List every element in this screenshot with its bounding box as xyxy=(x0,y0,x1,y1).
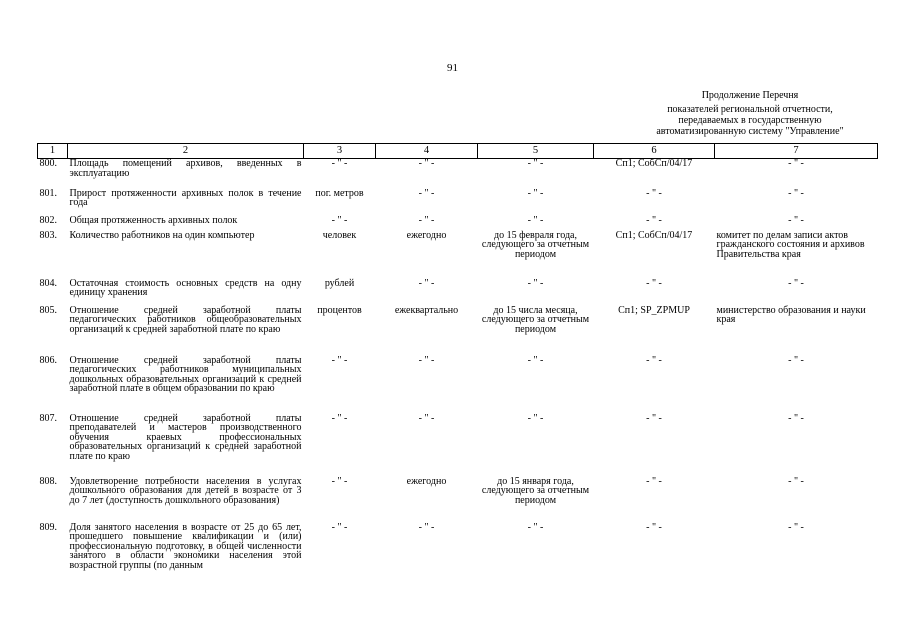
report-form: - " - xyxy=(646,475,662,487)
indicator-name: Общая протяженность архивных полок xyxy=(69,214,238,226)
row-number: 807. xyxy=(39,412,57,424)
submission-deadline: - " - xyxy=(527,277,544,289)
reporting-period: - " - xyxy=(418,187,435,199)
table-row xyxy=(38,279,878,306)
table-row xyxy=(38,216,878,231)
submission-deadline: - " - xyxy=(527,354,544,366)
indicator-name: Отношение средней заработной платы преподавателей и мастеров производственного обучения краевых профессиональных образовательных организаций к средней заработной плате по краю xyxy=(69,412,302,462)
row-number: 805. xyxy=(39,304,57,316)
responsible-body: - " - xyxy=(788,187,804,199)
header-row xyxy=(38,144,878,159)
unit-of-measure: - " - xyxy=(331,412,348,424)
caption-line-2: показателей региональной отчетности, xyxy=(667,104,833,115)
reporting-period: - " - xyxy=(418,412,435,424)
reporting-period: - " - xyxy=(418,521,435,533)
responsible-body: - " - xyxy=(788,521,804,533)
submission-deadline: - " - xyxy=(527,521,544,533)
header-col-4: 4 xyxy=(376,144,478,159)
report-form: - " - xyxy=(646,412,662,424)
responsible-body: - " - xyxy=(788,354,804,366)
header-col-7: 7 xyxy=(715,144,878,159)
indicator-name: Доля занятого населения в возрасте от 25 до 65 лет, прошедшего повышение квалификации и (или) профессиональную подготовку, в общей численности занятого в области экономики населения этой возрастной группы (по данным xyxy=(69,521,302,571)
submission-deadline: - " - xyxy=(527,187,544,199)
table-row xyxy=(38,189,878,216)
report-form: - " - xyxy=(646,277,662,289)
report-form: Сп1; СобСп/04/17 xyxy=(615,229,693,241)
indicator-name: Отношение средней заработной платы педагогических работников муниципальных дошкольных образовательных организаций к средней заработной плате в общем образовании по краю xyxy=(69,354,302,394)
unit-of-measure: - " - xyxy=(331,521,348,533)
row-number: 801. xyxy=(39,187,57,199)
row-number: 808. xyxy=(39,475,57,487)
reporting-period: ежегодно xyxy=(406,475,447,487)
unit-of-measure: - " - xyxy=(331,158,348,169)
header-col-5: 5 xyxy=(478,144,594,159)
report-form: Сп1; СобСп/04/17 xyxy=(615,158,693,169)
responsible-body: - " - xyxy=(788,158,804,169)
responsible-body: комитет по делам записи актов гражданского состояния и архивов Правительства края xyxy=(716,229,865,260)
report-form: - " - xyxy=(646,521,662,533)
responsible-body: - " - xyxy=(788,475,804,487)
indicator-name: Количество работников на один компьютер xyxy=(69,229,255,241)
reporting-period: - " - xyxy=(418,354,435,366)
submission-deadline: - " - xyxy=(527,412,544,424)
unit-of-measure: человек xyxy=(322,229,357,241)
reporting-period: ежеквартально xyxy=(394,304,459,316)
indicator-name: Остаточная стоимость основных средств на одну единицу хранения xyxy=(69,277,302,298)
indicator-name: Прирост протяженности архивных полок в течение года xyxy=(69,187,302,208)
indicator-name: Площадь помещений архивов, введенных в эксплуатацию xyxy=(69,158,302,179)
header-col-1: 1 xyxy=(38,144,68,159)
caption-line-1: Продолжение Перечня xyxy=(701,90,799,101)
table-row xyxy=(38,414,878,477)
unit-of-measure: рублей xyxy=(324,277,355,289)
reporting-period: - " - xyxy=(418,277,435,289)
report-form: Сп1; SP_ZPMUP xyxy=(618,304,690,316)
submission-deadline: - " - xyxy=(527,214,544,226)
report-form: - " - xyxy=(646,214,662,226)
table-row xyxy=(38,306,878,356)
reporting-period: - " - xyxy=(418,158,435,169)
unit-of-measure: пог. метров xyxy=(315,187,364,199)
unit-of-measure: - " - xyxy=(331,354,348,366)
table-caption xyxy=(600,90,900,137)
reporting-period: - " - xyxy=(418,214,435,226)
indicators-table xyxy=(37,143,878,589)
table-row xyxy=(38,356,878,414)
table-row xyxy=(38,159,878,189)
row-number: 809. xyxy=(39,521,57,533)
report-form: - " - xyxy=(646,354,662,366)
header-col-6: 6 xyxy=(594,144,715,159)
row-number: 802. xyxy=(39,214,57,226)
caption-line-4: автоматизированную систему "Управление" xyxy=(656,126,844,137)
row-number: 804. xyxy=(39,277,57,289)
reporting-period: ежегодно xyxy=(406,229,447,241)
row-number: 806. xyxy=(39,354,57,366)
submission-deadline: до 15 числа месяца, следующего за отчетным периодом xyxy=(481,304,590,335)
responsible-body: - " - xyxy=(788,412,804,424)
unit-of-measure: - " - xyxy=(331,214,348,226)
header-col-3: 3 xyxy=(304,144,376,159)
submission-deadline: - " - xyxy=(527,158,544,169)
submission-deadline: до 15 февраля года, следующего за отчетным периодом xyxy=(481,229,590,260)
row-number: 803. xyxy=(39,229,57,241)
report-form: - " - xyxy=(646,187,662,199)
table-row xyxy=(38,231,878,279)
responsible-body: министерство образования и науки края xyxy=(716,304,866,325)
table-row xyxy=(38,477,878,523)
row-number: 800. xyxy=(39,158,57,169)
indicator-name: Удовлетворение потребности населения в услугах дошкольного образования для детей в возрасте от 3 до 7 лет (доступность дошкольного образования) xyxy=(69,475,302,506)
responsible-body: - " - xyxy=(788,214,804,226)
header-col-2: 2 xyxy=(68,144,304,159)
submission-deadline: до 15 января года, следующего за отчетным периодом xyxy=(481,475,590,506)
unit-of-measure: процентов xyxy=(317,304,362,316)
unit-of-measure: - " - xyxy=(331,475,348,487)
table-row xyxy=(38,523,878,589)
page-number: 91 xyxy=(447,62,458,74)
responsible-body: - " - xyxy=(788,277,804,289)
caption-line-3: передаваемых в государственную xyxy=(678,115,822,126)
indicator-name: Отношение средней заработной платы педагогических работников общеобразовательных организаций к средней заработной плате по краю xyxy=(69,304,302,335)
